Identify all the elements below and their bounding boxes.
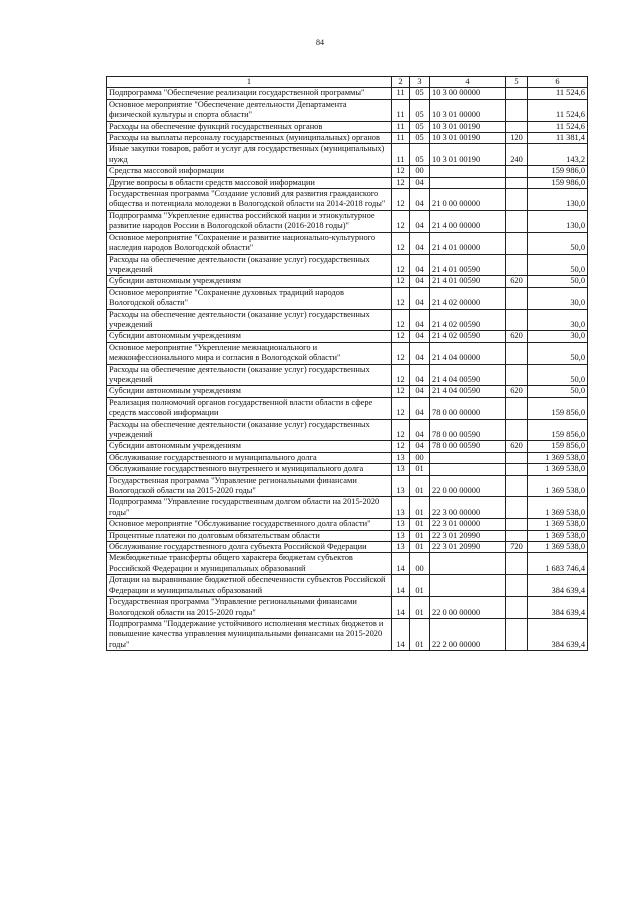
cell-name: Обслуживание государственного долга субъекта Российской Федерации (107, 542, 392, 553)
cell-rz: 12 (392, 386, 410, 397)
cell-sum: 384 639,4 (528, 597, 588, 619)
cell-rz: 12 (392, 364, 410, 386)
cell-csr: 22 3 00 00000 (430, 497, 506, 519)
cell-csr: 21 4 02 00590 (430, 309, 506, 331)
header-col-pr: 3 (410, 77, 430, 88)
cell-vr (506, 618, 528, 650)
cell-pr: 05 (410, 99, 430, 121)
table-row (107, 530, 588, 541)
cell-csr: 22 2 00 00000 (430, 618, 506, 650)
cell-sum: 50,0 (528, 364, 588, 386)
cell-sum: 50,0 (528, 254, 588, 276)
table-row (107, 464, 588, 475)
cell-sum: 11 381,4 (528, 133, 588, 144)
cell-pr: 04 (410, 397, 430, 419)
cell-name: Основное мероприятие "Обслуживание государственного долга области" (107, 519, 392, 530)
cell-sum: 130,0 (528, 210, 588, 232)
cell-csr: 10 3 01 00190 (430, 144, 506, 166)
table-row (107, 177, 588, 188)
table-row (107, 452, 588, 463)
cell-csr: 21 4 04 00590 (430, 386, 506, 397)
cell-vr (506, 597, 528, 619)
cell-name: Подпрограмма "Обеспечение реализации государственной программы" (107, 88, 392, 99)
cell-pr: 05 (410, 144, 430, 166)
table-row (107, 618, 588, 650)
cell-rz: 13 (392, 452, 410, 463)
cell-sum: 1 369 538,0 (528, 475, 588, 497)
cell-pr: 00 (410, 553, 430, 575)
cell-rz: 11 (392, 99, 410, 121)
cell-name: Иные закупки товаров, работ и услуг для государственных (муниципальных) нужд (107, 144, 392, 166)
cell-rz: 12 (392, 210, 410, 232)
cell-name: Расходы на обеспечение деятельности (оказание услуг) государственных учреждений (107, 309, 392, 331)
cell-pr: 04 (410, 364, 430, 386)
table-row (107, 475, 588, 497)
cell-rz: 14 (392, 553, 410, 575)
cell-name: Основное мероприятие "Обеспечение деятельности Департамента физической культуры и спорта области" (107, 99, 392, 121)
cell-csr: 21 4 01 00590 (430, 254, 506, 276)
cell-sum: 30,0 (528, 331, 588, 342)
table-row (107, 441, 588, 452)
cell-rz: 11 (392, 88, 410, 99)
cell-csr: 21 4 00 00000 (430, 210, 506, 232)
cell-name: Обслуживание государственного и муниципального долга (107, 452, 392, 463)
cell-sum: 1 369 538,0 (528, 497, 588, 519)
header-col-sum: 6 (528, 77, 588, 88)
cell-csr (430, 166, 506, 177)
cell-vr (506, 397, 528, 419)
cell-name: Расходы на выплаты персоналу государственных (муниципальных) органов (107, 133, 392, 144)
cell-vr (506, 475, 528, 497)
cell-rz: 12 (392, 342, 410, 364)
cell-pr: 01 (410, 542, 430, 553)
cell-sum: 159 986,0 (528, 177, 588, 188)
cell-sum: 11 524,6 (528, 121, 588, 132)
table-row (107, 287, 588, 309)
cell-vr (506, 88, 528, 99)
cell-name: Расходы на обеспечение деятельности (оказание услуг) государственных учреждений (107, 419, 392, 441)
cell-sum: 130,0 (528, 189, 588, 211)
header-col-vr: 5 (506, 77, 528, 88)
cell-pr: 01 (410, 464, 430, 475)
cell-csr: 10 3 01 00000 (430, 99, 506, 121)
cell-rz: 13 (392, 530, 410, 541)
table-row (107, 144, 588, 166)
cell-vr (506, 464, 528, 475)
cell-vr (506, 210, 528, 232)
cell-csr (430, 464, 506, 475)
table-row (107, 364, 588, 386)
cell-sum: 159 856,0 (528, 441, 588, 452)
cell-csr: 21 4 02 00590 (430, 331, 506, 342)
cell-csr: 21 0 00 00000 (430, 189, 506, 211)
cell-pr: 04 (410, 342, 430, 364)
cell-csr: 10 3 01 00190 (430, 133, 506, 144)
cell-sum: 143,2 (528, 144, 588, 166)
cell-name: Государственная программа "Создание условий для развития гражданского общества и потенциала молодежи в Вологодской области на 2014-2018 годы" (107, 189, 392, 211)
cell-name: Другие вопросы в области средств массовой информации (107, 177, 392, 188)
cell-csr: 21 4 01 00000 (430, 232, 506, 254)
cell-name: Расходы на обеспечение деятельности (оказание услуг) государственных учреждений (107, 254, 392, 276)
header-col-csr: 4 (430, 77, 506, 88)
cell-csr: 22 3 01 20990 (430, 530, 506, 541)
cell-pr: 05 (410, 121, 430, 132)
cell-rz: 12 (392, 166, 410, 177)
cell-name: Реализация полномочий органов государственной власти области в сфере средств массовой информации (107, 397, 392, 419)
cell-rz: 13 (392, 542, 410, 553)
cell-csr: 10 3 00 00000 (430, 88, 506, 99)
cell-pr: 05 (410, 88, 430, 99)
cell-sum: 1 369 538,0 (528, 464, 588, 475)
table-row (107, 397, 588, 419)
cell-sum: 159 856,0 (528, 419, 588, 441)
cell-vr (506, 342, 528, 364)
cell-vr (506, 254, 528, 276)
cell-vr: 240 (506, 144, 528, 166)
cell-vr: 620 (506, 386, 528, 397)
cell-vr (506, 452, 528, 463)
table-row (107, 99, 588, 121)
cell-vr (506, 232, 528, 254)
table-row (107, 133, 588, 144)
table-row (107, 331, 588, 342)
table-row (107, 88, 588, 99)
cell-csr (430, 452, 506, 463)
cell-csr: 22 3 01 00000 (430, 519, 506, 530)
cell-vr: 620 (506, 441, 528, 452)
cell-sum: 1 683 746,4 (528, 553, 588, 575)
cell-name: Государственная программа "Управление региональными финансами Вологодской области на 2015-2020 годы" (107, 597, 392, 619)
cell-sum: 1 369 538,0 (528, 519, 588, 530)
table-row (107, 575, 588, 597)
cell-vr: 620 (506, 276, 528, 287)
cell-vr: 620 (506, 331, 528, 342)
cell-sum: 1 369 538,0 (528, 452, 588, 463)
cell-name: Государственная программа "Управление региональными финансами Вологодской области на 2015-2020 годы" (107, 475, 392, 497)
cell-pr: 04 (410, 254, 430, 276)
cell-csr: 21 4 02 00000 (430, 287, 506, 309)
cell-csr: 22 0 00 00000 (430, 475, 506, 497)
cell-rz: 12 (392, 189, 410, 211)
cell-csr (430, 177, 506, 188)
cell-sum: 384 639,4 (528, 575, 588, 597)
cell-pr: 04 (410, 189, 430, 211)
cell-pr: 01 (410, 497, 430, 519)
cell-vr (506, 287, 528, 309)
cell-name: Основное мероприятие "Укрепление межнационального и межконфессионального мира и согласия в Вологодской области" (107, 342, 392, 364)
cell-sum: 50,0 (528, 276, 588, 287)
cell-vr (506, 309, 528, 331)
cell-vr (506, 99, 528, 121)
cell-pr: 04 (410, 287, 430, 309)
cell-pr: 04 (410, 276, 430, 287)
cell-rz: 12 (392, 254, 410, 276)
cell-rz: 12 (392, 331, 410, 342)
cell-vr: 720 (506, 542, 528, 553)
cell-name: Расходы на обеспечение функций государственных органов (107, 121, 392, 132)
table-row (107, 276, 588, 287)
cell-rz: 11 (392, 144, 410, 166)
cell-name: Подпрограмма "Управление государственным долгом области на 2015-2020 годы" (107, 497, 392, 519)
table-row (107, 386, 588, 397)
cell-csr: 21 4 01 00590 (430, 276, 506, 287)
table-row (107, 542, 588, 553)
cell-sum: 50,0 (528, 386, 588, 397)
cell-name: Субсидии автономным учреждениям (107, 331, 392, 342)
table-row (107, 309, 588, 331)
table-row (107, 210, 588, 232)
cell-rz: 14 (392, 575, 410, 597)
table-row (107, 166, 588, 177)
cell-pr: 01 (410, 575, 430, 597)
cell-rz: 14 (392, 597, 410, 619)
table-row (107, 419, 588, 441)
cell-vr (506, 419, 528, 441)
cell-pr: 04 (410, 177, 430, 188)
cell-csr: 78 0 00 00590 (430, 441, 506, 452)
cell-pr: 01 (410, 530, 430, 541)
cell-pr: 04 (410, 232, 430, 254)
cell-pr: 01 (410, 618, 430, 650)
cell-sum: 159 986,0 (528, 166, 588, 177)
cell-pr: 00 (410, 452, 430, 463)
cell-csr (430, 553, 506, 575)
cell-sum: 30,0 (528, 287, 588, 309)
cell-pr: 04 (410, 331, 430, 342)
header-col-rz: 2 (392, 77, 410, 88)
cell-csr: 78 0 00 00590 (430, 419, 506, 441)
cell-vr (506, 364, 528, 386)
header-col-name: 1 (107, 77, 392, 88)
cell-vr (506, 121, 528, 132)
cell-pr: 04 (410, 309, 430, 331)
page-number: 84 (316, 38, 324, 47)
cell-pr: 01 (410, 519, 430, 530)
table-row (107, 189, 588, 211)
cell-name: Основное мероприятие "Сохранение и развитие национально-культурного наследия народов Вологодской области" (107, 232, 392, 254)
cell-rz: 12 (392, 441, 410, 452)
table-row (107, 121, 588, 132)
cell-rz: 13 (392, 464, 410, 475)
cell-vr (506, 519, 528, 530)
cell-rz: 12 (392, 287, 410, 309)
cell-csr: 78 0 00 00000 (430, 397, 506, 419)
cell-name: Межбюджетные трансферты общего характера бюджетам субъектов Российской Федерации и муниципальных образований (107, 553, 392, 575)
cell-csr: 22 3 01 20990 (430, 542, 506, 553)
table-row (107, 553, 588, 575)
cell-sum: 384 639,4 (528, 618, 588, 650)
cell-csr: 21 4 04 00590 (430, 364, 506, 386)
cell-rz: 12 (392, 397, 410, 419)
cell-rz: 12 (392, 232, 410, 254)
cell-vr (506, 530, 528, 541)
cell-rz: 12 (392, 419, 410, 441)
cell-sum: 11 524,6 (528, 99, 588, 121)
table-row (107, 519, 588, 530)
cell-rz: 13 (392, 519, 410, 530)
cell-name: Субсидии автономным учреждениям (107, 386, 392, 397)
cell-pr: 04 (410, 441, 430, 452)
cell-csr: 22 0 00 00000 (430, 597, 506, 619)
cell-vr (506, 166, 528, 177)
cell-csr (430, 575, 506, 597)
cell-name: Расходы на обеспечение деятельности (оказание услуг) государственных учреждений (107, 364, 392, 386)
cell-name: Средства массовой информации (107, 166, 392, 177)
table-row (107, 232, 588, 254)
cell-vr: 120 (506, 133, 528, 144)
cell-vr (506, 177, 528, 188)
cell-pr: 04 (410, 419, 430, 441)
header-row (107, 77, 588, 88)
cell-pr: 01 (410, 475, 430, 497)
cell-vr (506, 497, 528, 519)
table-row (107, 497, 588, 519)
budget-table (106, 76, 588, 651)
cell-vr (506, 575, 528, 597)
cell-rz: 13 (392, 497, 410, 519)
cell-rz: 13 (392, 475, 410, 497)
cell-sum: 50,0 (528, 342, 588, 364)
cell-vr (506, 189, 528, 211)
cell-rz: 12 (392, 177, 410, 188)
cell-csr: 10 3 01 00190 (430, 121, 506, 132)
cell-name: Подпрограмма "Укрепление единства российской нации и этнокультурное развитие народов России в Вологодской области (2016-2018 годы)" (107, 210, 392, 232)
cell-rz: 12 (392, 276, 410, 287)
cell-rz: 14 (392, 618, 410, 650)
cell-sum: 50,0 (528, 232, 588, 254)
cell-rz: 11 (392, 121, 410, 132)
cell-name: Дотации на выравнивание бюджетной обеспеченности субъектов Российской Федерации и муниципальных образований (107, 575, 392, 597)
cell-sum: 159 856,0 (528, 397, 588, 419)
cell-name: Субсидии автономным учреждениям (107, 441, 392, 452)
cell-pr: 04 (410, 386, 430, 397)
cell-pr: 00 (410, 166, 430, 177)
cell-sum: 1 369 538,0 (528, 542, 588, 553)
cell-sum: 11 524,6 (528, 88, 588, 99)
cell-pr: 05 (410, 133, 430, 144)
cell-vr (506, 553, 528, 575)
cell-name: Основное мероприятие "Сохранение духовных традиций народов Вологодской области" (107, 287, 392, 309)
cell-name: Обслуживание государственного внутреннего и муниципального долга (107, 464, 392, 475)
cell-rz: 11 (392, 133, 410, 144)
cell-rz: 12 (392, 309, 410, 331)
cell-name: Подпрограмма "Поддержание устойчивого исполнения местных бюджетов и повышение качества управления муниципальными финансами на 2015-2020 годы" (107, 618, 392, 650)
cell-pr: 01 (410, 597, 430, 619)
cell-name: Процентные платежи по долговым обязательствам области (107, 530, 392, 541)
cell-csr: 21 4 04 00000 (430, 342, 506, 364)
table-row (107, 254, 588, 276)
table-body (107, 88, 588, 651)
cell-sum: 1 369 538,0 (528, 530, 588, 541)
cell-pr: 04 (410, 210, 430, 232)
cell-sum: 30,0 (528, 309, 588, 331)
table-row (107, 597, 588, 619)
cell-name: Субсидии автономным учреждениям (107, 276, 392, 287)
table-row (107, 342, 588, 364)
